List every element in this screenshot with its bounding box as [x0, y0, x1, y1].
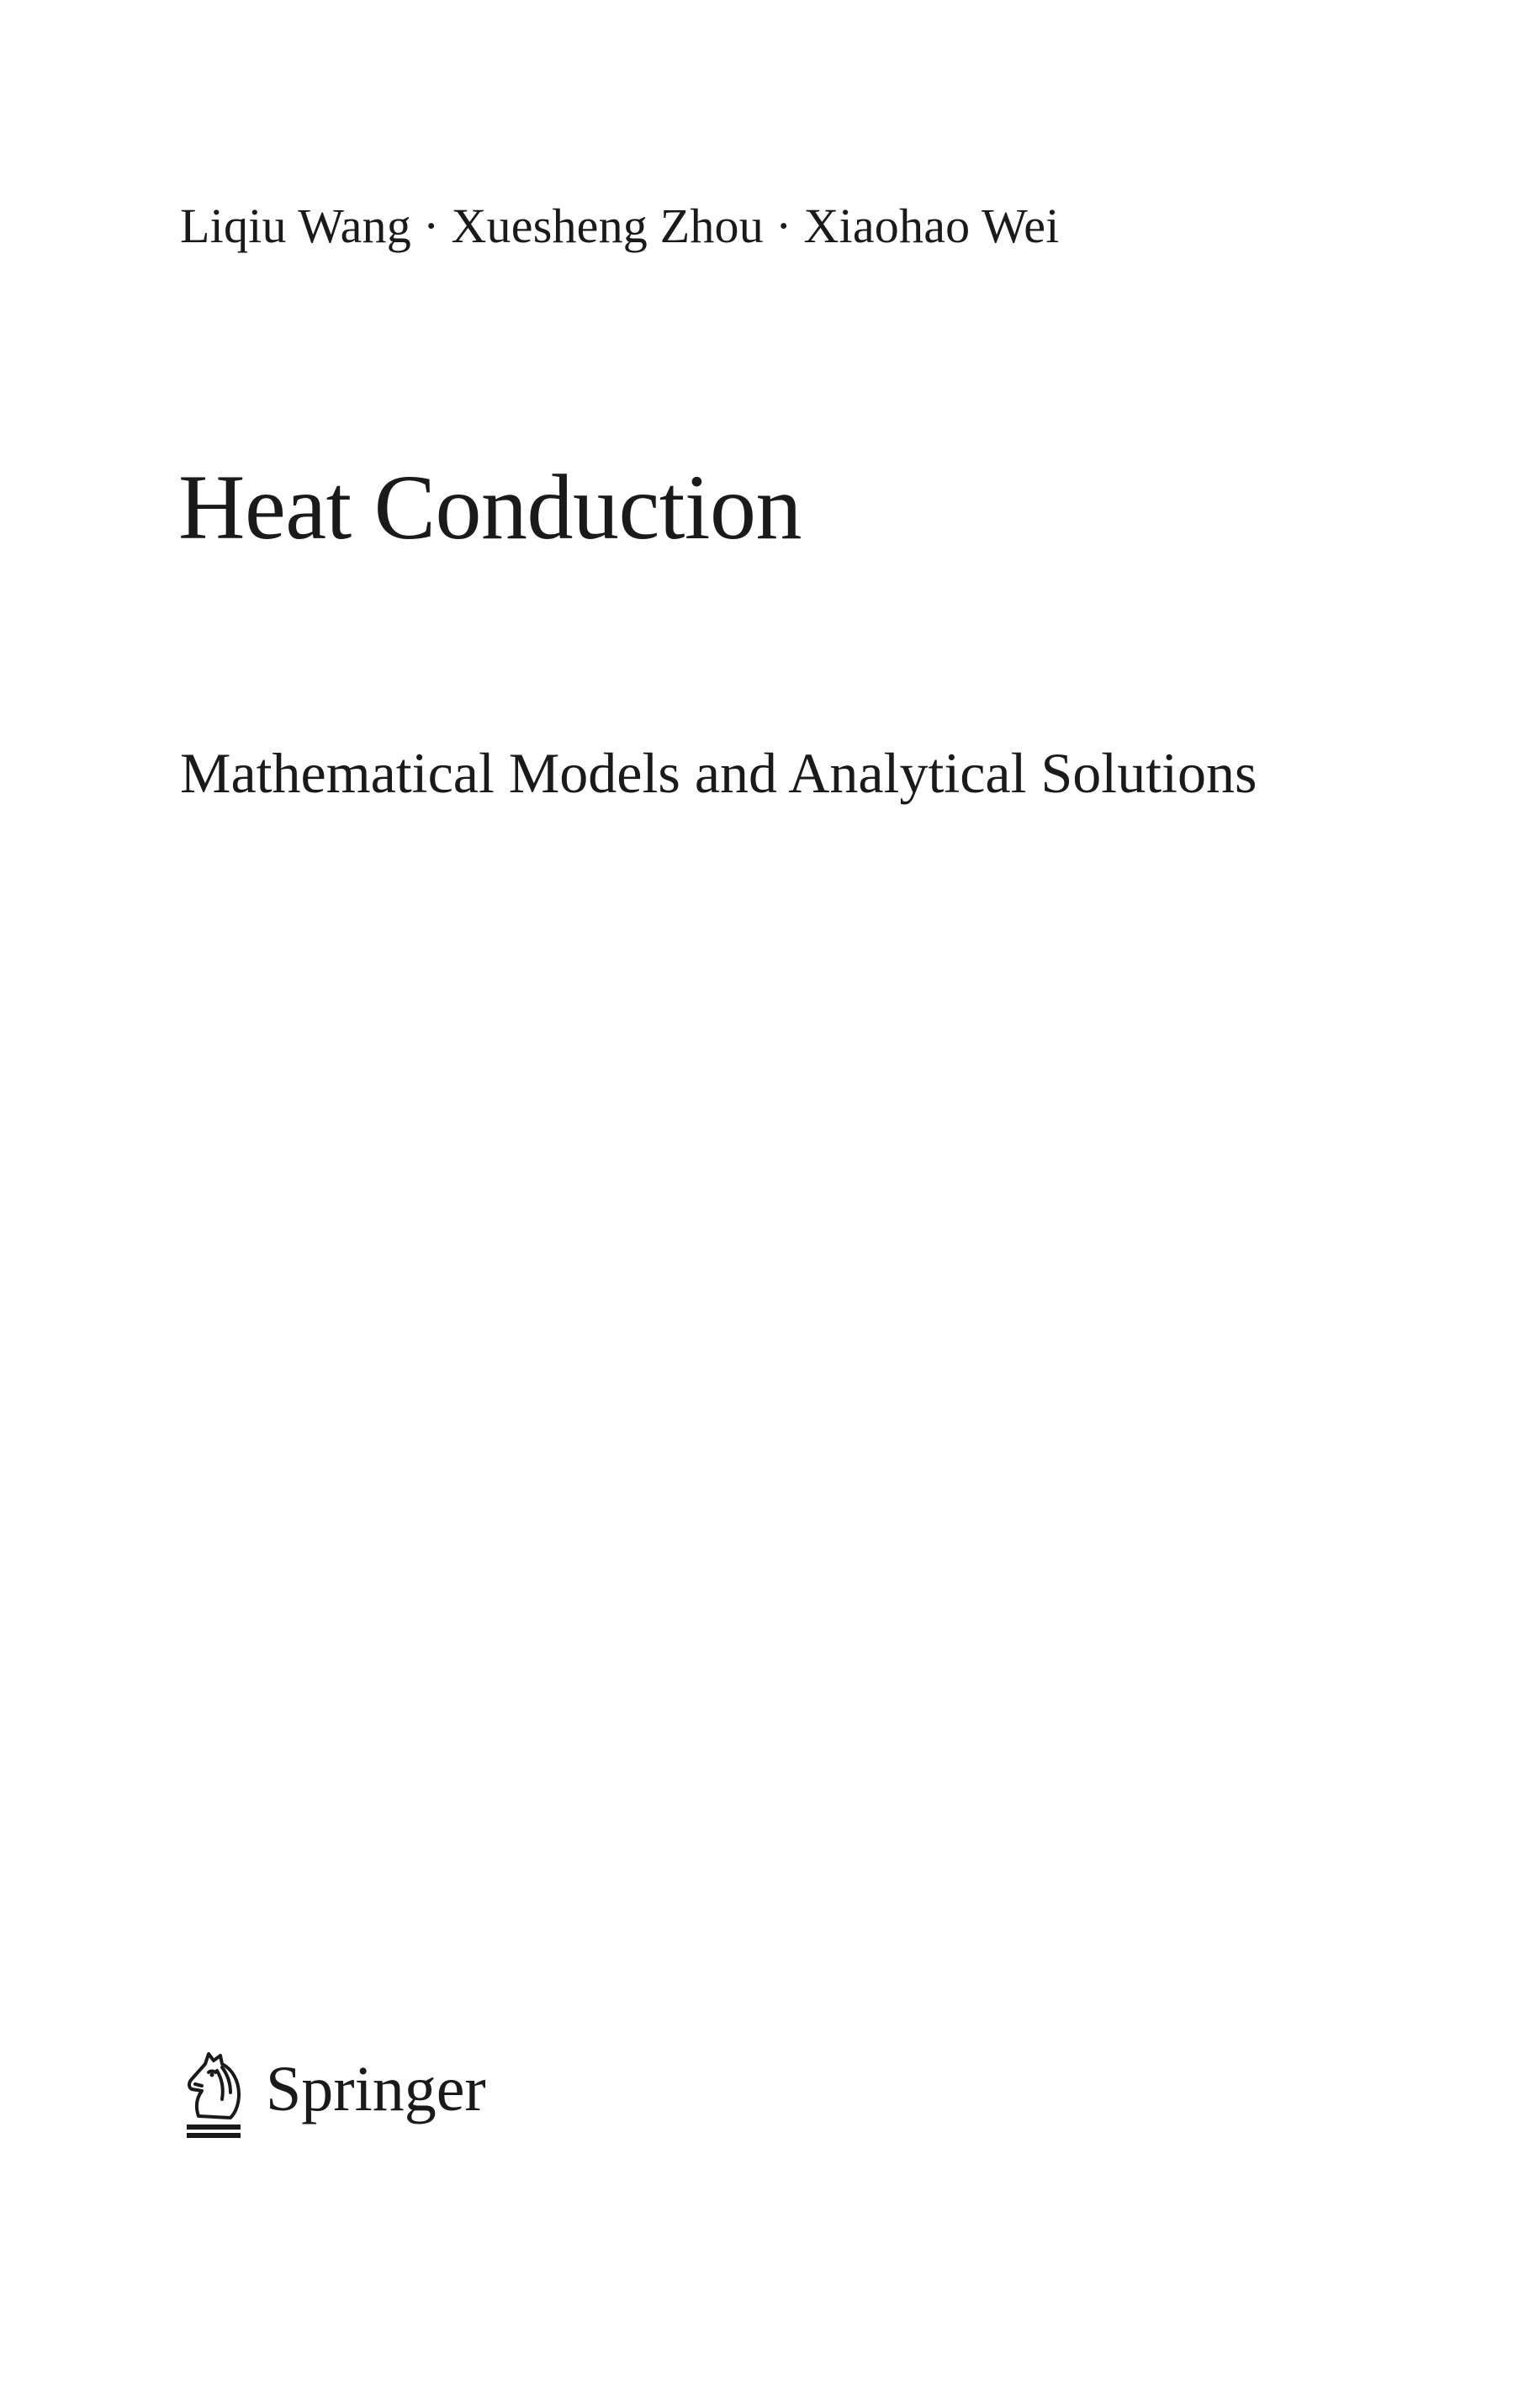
- publisher-name: Springer: [266, 2054, 486, 2124]
- author-line: [180, 198, 1060, 253]
- author-separator: ·: [775, 198, 792, 253]
- book-title: Heat Conduction: [178, 456, 802, 558]
- publisher-imprint: [180, 2044, 486, 2145]
- book-subtitle: Mathematical Models and Analytical Solutions: [180, 741, 1257, 805]
- springer-horse-head-icon: [180, 2047, 247, 2141]
- author-name: Xiaohao Wei: [803, 198, 1060, 253]
- author-name: Xuesheng Zhou: [451, 198, 764, 253]
- author-name: Liqiu Wang: [180, 198, 411, 253]
- author-separator: ·: [422, 198, 440, 253]
